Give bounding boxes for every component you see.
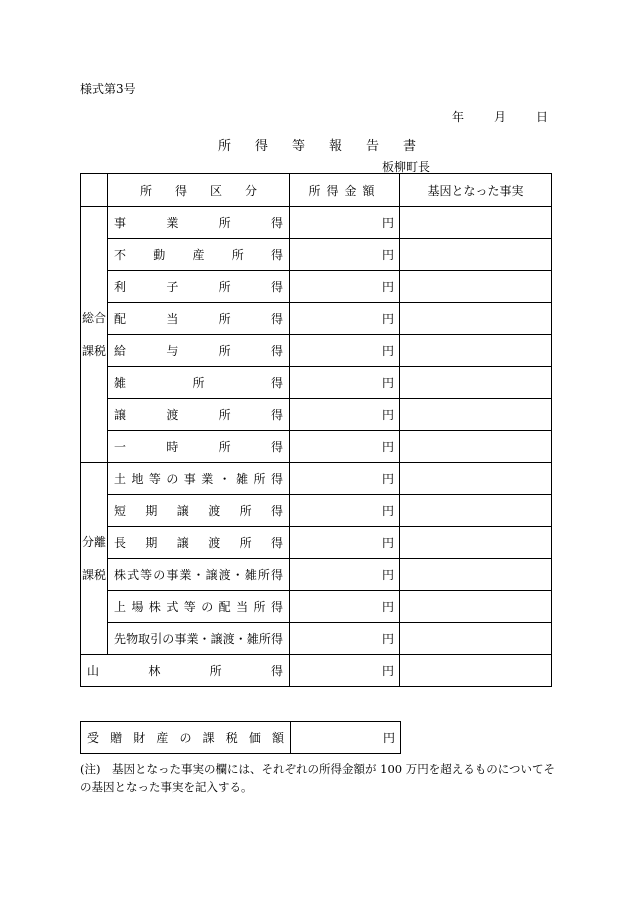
category-name: 一時所得: [108, 431, 290, 463]
group-label-char: 合: [94, 310, 107, 325]
header-amount: 所得金額: [290, 174, 400, 207]
fact-field[interactable]: [400, 495, 552, 527]
table-row: [81, 271, 552, 303]
category-name: 利子所得: [108, 271, 290, 303]
table-row: [81, 335, 552, 367]
category-name: 上場株式等の配当所得: [108, 591, 290, 623]
fact-field[interactable]: [400, 367, 552, 399]
amount-field[interactable]: 円: [290, 207, 400, 239]
table-row: [81, 303, 552, 335]
group-label-char: 分: [81, 534, 94, 549]
amount-field[interactable]: 円: [290, 495, 400, 527]
table-header-row: [81, 174, 552, 207]
group-label-char: 税: [94, 343, 107, 358]
table-row: [81, 239, 552, 271]
table-row: [81, 591, 552, 623]
fact-field[interactable]: [400, 527, 552, 559]
date-day-label: 日: [536, 110, 549, 124]
fact-field[interactable]: [400, 239, 552, 271]
fact-field[interactable]: [400, 207, 552, 239]
header-category: 所得区分: [108, 174, 290, 207]
category-name: 給与所得: [108, 335, 290, 367]
gift-table: [80, 721, 401, 754]
table-row: [81, 463, 552, 495]
fact-field[interactable]: [400, 655, 552, 687]
category-name: 譲渡所得: [108, 399, 290, 431]
table-row: [81, 559, 552, 591]
category-name: 株式等の事業・譲渡・雑所得: [108, 559, 290, 591]
fact-field[interactable]: [400, 431, 552, 463]
gift-row: [81, 722, 401, 754]
group-label-char: 税: [94, 567, 107, 582]
category-name: 短期譲渡所得: [108, 495, 290, 527]
fact-field[interactable]: [400, 591, 552, 623]
fact-field[interactable]: [400, 559, 552, 591]
group-label-char: 離: [94, 534, 107, 549]
amount-field[interactable]: 円: [290, 655, 400, 687]
group-label-0: [81, 207, 108, 463]
table-row: [81, 495, 552, 527]
table-row: [81, 367, 552, 399]
table-row: [81, 431, 552, 463]
header-corner-cell: [81, 174, 108, 207]
amount-field[interactable]: 円: [290, 591, 400, 623]
table-row: [81, 527, 552, 559]
fact-field[interactable]: [400, 335, 552, 367]
fact-field[interactable]: [400, 623, 552, 655]
document-title: 所得等報告書: [218, 139, 441, 154]
income-report-table: [80, 173, 552, 687]
category-name: 土地等の事業・雑所得: [108, 463, 290, 495]
group-label-char: 課: [81, 567, 94, 582]
amount-field[interactable]: 円: [290, 559, 400, 591]
category-name: 不動産所得: [108, 239, 290, 271]
amount-field[interactable]: 円: [290, 623, 400, 655]
category-name: 先物取引の事業・譲渡・雑所得: [108, 623, 290, 655]
amount-field[interactable]: 円: [290, 367, 400, 399]
fact-field[interactable]: [400, 463, 552, 495]
category-name: 山林所得: [81, 655, 290, 687]
group-label-1: [81, 463, 108, 655]
form-number: 様式第3号: [80, 82, 136, 96]
table-row-forest: [81, 655, 552, 687]
date-line: [452, 108, 548, 125]
table-row: [81, 207, 552, 239]
fact-field[interactable]: [400, 399, 552, 431]
gift-label: 受贈財産の課税価額: [81, 722, 291, 754]
amount-field[interactable]: 円: [290, 463, 400, 495]
group-label-char: 総: [81, 310, 94, 325]
table-row: [81, 399, 552, 431]
gift-amount-field[interactable]: 円: [291, 722, 401, 754]
amount-field[interactable]: 円: [290, 527, 400, 559]
category-name: 雑所得: [108, 367, 290, 399]
date-month-label: 月: [494, 110, 507, 124]
group-label-char: 課: [81, 343, 94, 358]
amount-field[interactable]: 円: [290, 303, 400, 335]
amount-field[interactable]: 円: [290, 335, 400, 367]
amount-field[interactable]: 円: [290, 271, 400, 303]
footnote: (注) 基因となった事実の欄には、それぞれの所得金額が 100 万円を超えるものについてその基因となった事実を記入する。: [80, 762, 555, 794]
addressee: 板柳町長: [382, 160, 431, 174]
date-year-label: 年: [452, 110, 465, 124]
category-name: 事業所得: [108, 207, 290, 239]
amount-field[interactable]: 円: [290, 431, 400, 463]
fact-field[interactable]: [400, 271, 552, 303]
amount-field[interactable]: 円: [290, 239, 400, 271]
category-name: 配当所得: [108, 303, 290, 335]
table-row: [81, 623, 552, 655]
amount-field[interactable]: 円: [290, 399, 400, 431]
fact-field[interactable]: [400, 303, 552, 335]
category-name: 長期譲渡所得: [108, 527, 290, 559]
header-fact: 基因となった事実: [400, 174, 552, 207]
